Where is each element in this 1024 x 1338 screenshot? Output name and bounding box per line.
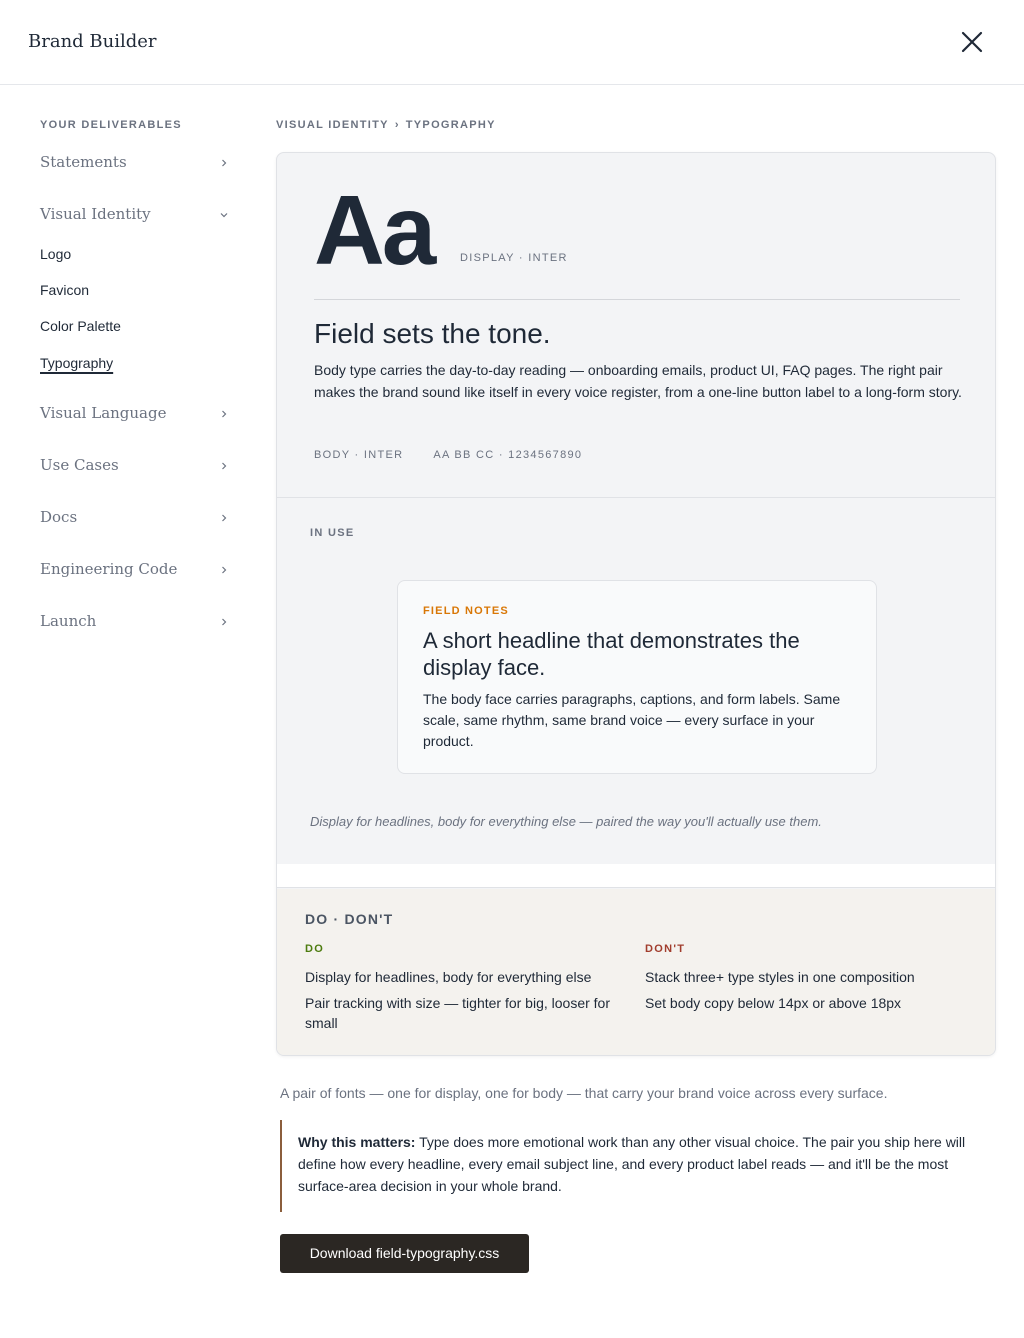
breadcrumb-separator: › (394, 119, 400, 131)
tone-body: Body type carries the day-to-day reading — onboarding emails, product UI, FAQ pages. The right pair makes the brand sound like itself in every voice register, from a one-line button label to a long-form story. (314, 362, 962, 400)
sidebar-item-logo[interactable]: Logo (40, 246, 72, 262)
in-use-caption: Display for headlines, body for everything else — paired the way you'll actually use them. (310, 814, 822, 829)
sidebar-group-label: Launch (40, 612, 97, 630)
sidebar-group-docs[interactable] (40, 504, 230, 532)
why-this-matters-callout (280, 1120, 970, 1212)
chevron-right-icon (218, 564, 230, 576)
do-dont-panel (277, 889, 996, 1056)
sidebar-group-statements[interactable] (40, 149, 230, 177)
sidebar-group-label: Docs (40, 508, 78, 526)
sidebar-group-visual-language[interactable] (40, 400, 230, 428)
chevron-down-icon (218, 209, 230, 221)
display-font-meta: DISPLAY · INTER (460, 252, 568, 264)
sidebar-heading: YOUR DELIVERABLES (40, 119, 182, 131)
do-item: Display for headlines, body for everything else (305, 969, 592, 985)
sidebar-group-label: Visual Language (40, 404, 167, 422)
dont-item: Set body copy below 14px or above 18px (645, 995, 902, 1011)
chevron-right-icon (218, 408, 230, 420)
tone-title: Field sets the tone. (314, 318, 551, 349)
sidebar-group-launch[interactable] (40, 608, 230, 636)
typography-card (276, 152, 996, 1056)
do-title: DO (305, 943, 325, 955)
do-column (305, 943, 625, 1039)
sidebar-group-label: Visual Identity (40, 205, 151, 223)
sample-eyebrow: FIELD NOTES (423, 605, 509, 617)
sidebar-item-typography[interactable]: Typography (40, 355, 114, 371)
dont-item: Stack three+ type styles in one composition (645, 969, 915, 985)
charset-sample: AA BB CC · 1234567890 (433, 449, 583, 461)
display-specimen: Aa (314, 175, 434, 285)
do-dont-heading: DO · DON'T (305, 911, 394, 927)
breadcrumb (276, 119, 496, 131)
section-divider (277, 497, 996, 498)
sidebar-group-label: Statements (40, 153, 127, 171)
in-use-label: IN USE (310, 527, 355, 539)
sample-body: The body face carries paragraphs, captions, and form labels. Same scale, same rhythm, same brand voice — every surface in your product. (423, 691, 841, 749)
sidebar-group-label: Use Cases (40, 456, 119, 474)
chevron-right-icon (218, 157, 230, 169)
why-label: Why this matters: (298, 1134, 416, 1150)
do-item: Pair tracking with size — tighter for big, looser for small (305, 995, 611, 1031)
sample-headline: A short headline that demonstrates the display face. (423, 628, 800, 680)
sidebar-item-color-palette[interactable]: Color Palette (40, 318, 121, 334)
deliverable-summary: A pair of fonts — one for display, one for body — that carry your brand voice across every surface. (280, 1085, 888, 1101)
breadcrumb-current: TYPOGRAPHY (405, 119, 496, 131)
body-font-meta (314, 449, 582, 461)
section-gap (277, 864, 996, 888)
body-font-label: BODY · INTER (314, 449, 404, 461)
why-text: Type does more emotional work than any other visual choice. The pair you ship here will define how every headline, every email subject line, and every product label reads — and it'll be the most surface-area decision in your whole brand. (298, 1134, 966, 1194)
sample-article-card (397, 580, 877, 774)
download-css-button[interactable]: Download field-typography.css (280, 1234, 529, 1273)
chevron-right-icon (218, 460, 230, 472)
sidebar-group-use-cases[interactable] (40, 452, 230, 480)
dont-title: DON'T (645, 943, 686, 955)
app-title: Brand Builder (28, 31, 157, 52)
top-bar (0, 0, 1024, 85)
breadcrumb-section[interactable]: VISUAL IDENTITY (276, 119, 389, 131)
dont-column (645, 943, 965, 1019)
sidebar-item-favicon[interactable]: Favicon (40, 282, 90, 298)
close-button[interactable] (958, 28, 986, 56)
chevron-right-icon (218, 616, 230, 628)
specimen-divider (314, 299, 960, 300)
chevron-right-icon (218, 512, 230, 524)
sidebar-group-label: Engineering Code (40, 560, 178, 578)
sidebar-group-visual-identity[interactable] (40, 201, 230, 229)
sidebar-group-engineering-code[interactable] (40, 556, 230, 584)
close-icon (958, 28, 986, 56)
